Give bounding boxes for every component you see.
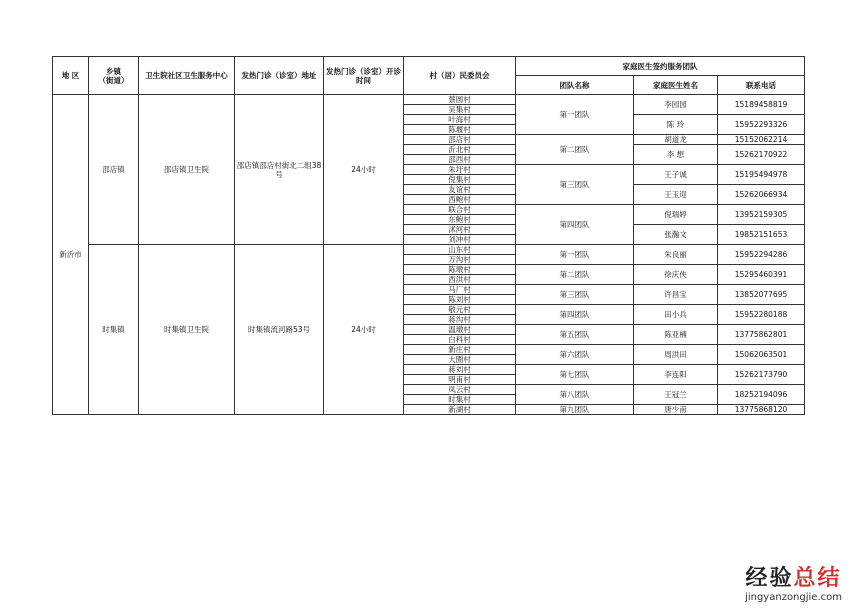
village-cell: 山东村 — [404, 245, 516, 255]
village-cell: 大圈村 — [404, 355, 516, 365]
village-cell: 沂北村 — [404, 145, 516, 155]
doctor-name-cell: 陈 玲 — [634, 115, 718, 135]
village-cell: 陈堰村 — [404, 125, 516, 135]
phone-cell: 15062063501 — [718, 345, 805, 365]
village-cell: 东鲍村 — [404, 215, 516, 225]
header-clinic-hours: 发热门诊（诊室）开诊时间 — [324, 57, 404, 95]
doctor-name-cell: 许昌宝 — [634, 285, 718, 305]
header-region: 地 区 — [53, 57, 89, 95]
phone-cell: 13852077695 — [718, 285, 805, 305]
header-phone: 联系电话 — [718, 76, 805, 95]
phone-cell: 13775862801 — [718, 325, 805, 345]
doctor-name-cell: 王玉迎 — [634, 185, 718, 205]
phone-cell: 15262066934 — [718, 185, 805, 205]
village-cell: 西洪村 — [404, 275, 516, 285]
team-name-cell: 第一团队 — [516, 245, 634, 265]
header-team-group: 家庭医生签约服务团队 — [516, 57, 805, 76]
team-name-cell: 第九团队 — [516, 405, 634, 415]
team-name-cell: 第一团队 — [516, 95, 634, 135]
village-cell: 蒋沟村 — [404, 315, 516, 325]
doctor-name-cell: 陈亚楠 — [634, 325, 718, 345]
phone-cell: 13775868120 — [718, 405, 805, 415]
phone-cell: 15295460391 — [718, 265, 805, 285]
team-name-cell: 第二团队 — [516, 135, 634, 165]
clinic-hours-cell: 24小时 — [324, 245, 404, 415]
village-cell: 蔡圆村 — [404, 95, 516, 105]
town-cell: 时集镇 — [89, 245, 139, 415]
team-name-cell: 第三团队 — [516, 285, 634, 305]
table-row — [53, 95, 805, 105]
village-cell: 万沟村 — [404, 255, 516, 265]
phone-cell: 13952159305 — [718, 205, 805, 225]
team-name-cell: 第四团队 — [516, 205, 634, 245]
village-cell: 陈刘村 — [404, 295, 516, 305]
village-cell: 沭河村 — [404, 225, 516, 235]
phone-cell: 15262173790 — [718, 365, 805, 385]
phone-cell: 18252194096 — [718, 385, 805, 405]
village-cell: 新庄村 — [404, 345, 516, 355]
health-center-cell: 时集镇卫生院 — [139, 245, 235, 415]
village-cell: 马厂村 — [404, 285, 516, 295]
village-cell: 白科村 — [404, 335, 516, 345]
village-cell: 叶海村 — [404, 115, 516, 125]
village-cell: 时集村 — [404, 395, 516, 405]
header-clinic-address: 发热门诊（诊室）地址 — [235, 57, 324, 95]
clinic-hours-cell: 24小时 — [324, 95, 404, 245]
watermark-url: jingyanzongjie.com — [745, 592, 842, 603]
doctor-name-cell: 李连阳 — [634, 365, 718, 385]
village-cell: 敬元村 — [404, 305, 516, 315]
doctor-name-cell: 张瀚文 — [634, 225, 718, 245]
village-cell: 邵西村 — [404, 155, 516, 165]
phone-cell: 15195494978 — [718, 165, 805, 185]
village-cell: 陈墩村 — [404, 265, 516, 275]
team-name-cell: 第二团队 — [516, 265, 634, 285]
team-name-cell: 第五团队 — [516, 325, 634, 345]
village-cell: 邵店村 — [404, 135, 516, 145]
site-watermark — [745, 561, 842, 603]
village-cell: 蒋刘村 — [404, 365, 516, 375]
doctor-name-cell: 田小兵 — [634, 305, 718, 325]
phone-cell: 15152062214 — [718, 135, 805, 145]
watermark-logo: 经验总结 — [745, 566, 842, 591]
header-team-name: 团队名称 — [516, 76, 634, 95]
team-name-cell: 第四团队 — [516, 305, 634, 325]
phone-cell: 15952294286 — [718, 245, 805, 265]
town-cell: 邵店镇 — [89, 95, 139, 245]
service-table — [52, 56, 805, 415]
village-cell: 明甫村 — [404, 375, 516, 385]
header-health-center: 卫生院社区卫生服务中心 — [139, 57, 235, 95]
doctor-name-cell: 李 想 — [634, 145, 718, 165]
village-cell: 倪集村 — [404, 175, 516, 185]
region-cell: 新沂市 — [53, 95, 89, 415]
clinic-address-cell: 时集镇流河路53号 — [235, 245, 324, 415]
village-cell: 联合村 — [404, 205, 516, 215]
doctor-name-cell: 倪瑞婷 — [634, 205, 718, 225]
clinic-address-cell: 邵店镇邵店村街北二组38号 — [235, 95, 324, 245]
phone-cell: 19852151653 — [718, 225, 805, 245]
doctor-name-cell: 徐庆侠 — [634, 265, 718, 285]
doctor-name-cell: 王子诚 — [634, 165, 718, 185]
village-cell: 刘冲村 — [404, 235, 516, 245]
header-doctor-name: 家庭医生姓名 — [634, 76, 718, 95]
table-body — [53, 95, 805, 415]
header-village: 村（居）民委员会 — [404, 57, 516, 95]
village-cell: 西鲍村 — [404, 195, 516, 205]
doctor-name-cell: 李园园 — [634, 95, 718, 115]
village-cell: 友谊村 — [404, 185, 516, 195]
doctor-name-cell: 唐少甫 — [634, 405, 718, 415]
health-center-cell: 邵店镇卫生院 — [139, 95, 235, 245]
phone-cell: 15952293326 — [718, 115, 805, 135]
village-cell: 新湖村 — [404, 405, 516, 415]
doctor-name-cell: 朱良丽 — [634, 245, 718, 265]
header-town: 乡镇 （街道） — [89, 57, 139, 95]
team-name-cell: 第八团队 — [516, 385, 634, 405]
doctor-name-cell: 周洪田 — [634, 345, 718, 365]
table-row — [53, 245, 805, 255]
village-cell: 吴集村 — [404, 105, 516, 115]
doctor-name-cell: 胡道龙 — [634, 135, 718, 145]
village-cell: 朱圩村 — [404, 165, 516, 175]
village-cell: 凤云村 — [404, 385, 516, 395]
doctor-name-cell: 王冠兰 — [634, 385, 718, 405]
phone-cell: 15189458819 — [718, 95, 805, 115]
phone-cell: 15952280188 — [718, 305, 805, 325]
team-name-cell: 第三团队 — [516, 165, 634, 205]
phone-cell: 15262170922 — [718, 145, 805, 165]
village-cell: 温墩村 — [404, 325, 516, 335]
team-name-cell: 第七团队 — [516, 365, 634, 385]
team-name-cell: 第六团队 — [516, 345, 634, 365]
